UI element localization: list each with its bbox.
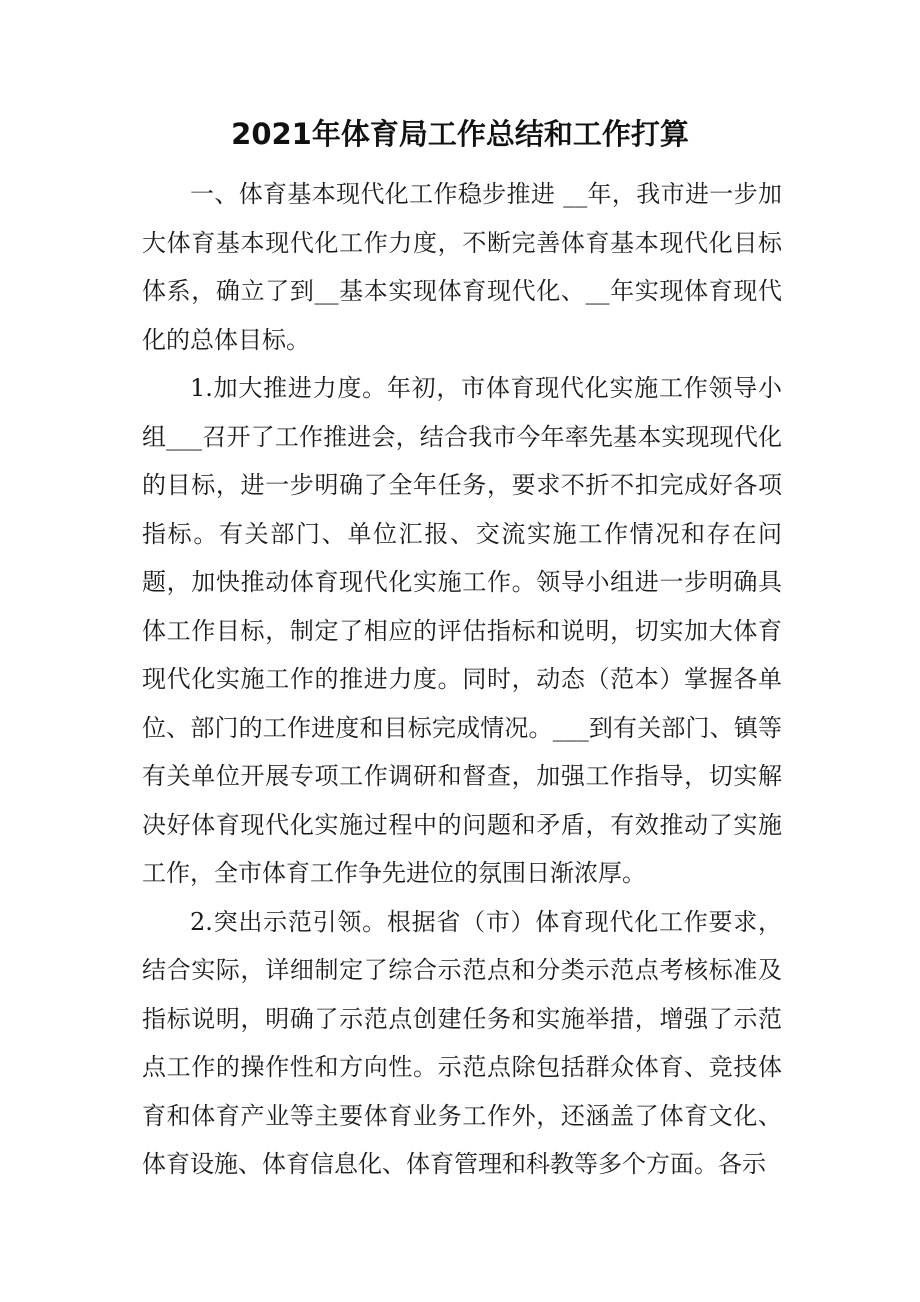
document-body [142,170,782,1189]
paragraph-item-2: 2.突出示范引领。根据省（市）体育现代化工作要求，结合实际，详细制定了综合示范点和分类示范点考核标准及指标说明，明确了示范点创建任务和实施举措，增强了示范点工作的操作性和方向性。示范点除包括群众体育、竞技体育和体育产业等主要体育业务工作外，还涵盖了体育文化、体育设施、体育信息化、体育管理和科教等多个方面。各示 [142,907,782,1178]
paragraph-intro: 一、体育基本现代化工作稳步推进 __年，我市进一步加大体育基本现代化工作力度，不断完善体育基本现代化目标体系，确立了到__基本实现体育现代化、__年实现体育现代化的总体目标。 [142,180,782,354]
document-title: 2021年体育局工作总结和工作打算 [231,117,689,151]
paragraph-item-1: 1.加大推进力度。年初，市体育现代化实施工作领导小组___召开了工作推进会，结合我市今年率先基本实现现代化的目标，进一步明确了全年任务，要求不折不扣完成好各项指标。有关部门、单位汇报、交流实施工作情况和存在问题，加快推动体育现代化实施工作。领导小组进一步明确具体工作目标，制定了相应的评估指标和说明，切实加大体育现代化实施工作的推进力度。同时，动态（范本）掌握各单位、部门的工作进度和目标完成情况。___到有关部门、镇等有关单位开展专项工作调研和督查，加强工作指导，切实解决好体育现代化实施过程中的问题和矛盾，有效推动了实施工作，全市体育工作争先进位的氛围日渐浓厚。 [142,374,782,887]
